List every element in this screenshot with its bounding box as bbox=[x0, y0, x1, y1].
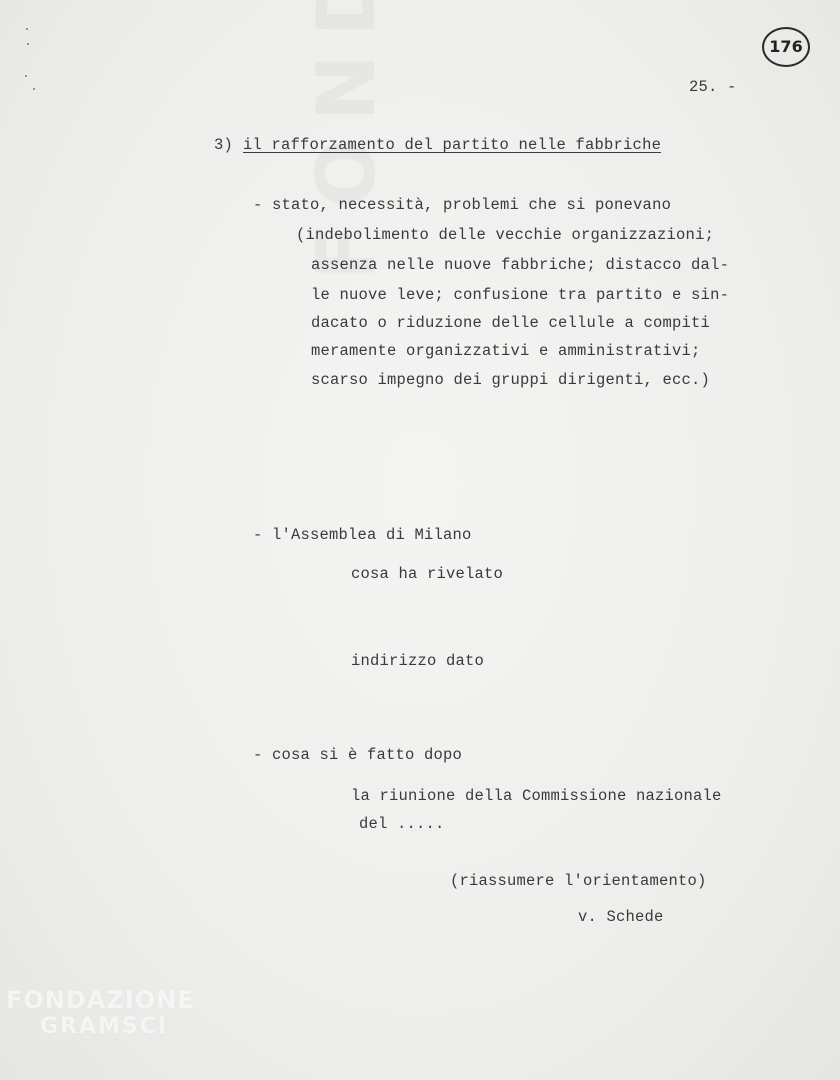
margin-mark bbox=[33, 88, 35, 90]
section3-ref: v. Schede bbox=[578, 908, 664, 926]
page-number: 25. - bbox=[689, 78, 737, 96]
section1-lead: - stato, necessità, problemi che si ponevano bbox=[253, 196, 672, 214]
archive-stamp: 176 bbox=[762, 27, 810, 67]
section3-note: (riassumere l'orientamento) bbox=[450, 872, 707, 890]
section3-line: la riunione della Commissione nazionale bbox=[351, 787, 722, 805]
logo-line2: GRAMSCI bbox=[40, 1014, 169, 1039]
section2-lead: - l'Assemblea di Milano bbox=[253, 526, 472, 544]
section2-item: indirizzo dato bbox=[351, 652, 485, 670]
section2-item: cosa ha rivelato bbox=[351, 565, 504, 583]
section1-line: meramente organizzativi e amministrativi; bbox=[311, 342, 701, 360]
margin-mark bbox=[25, 75, 27, 77]
section1-line: dacato o riduzione delle cellule a compiti bbox=[311, 314, 711, 332]
heading-number: 3) bbox=[214, 136, 234, 154]
logo-line1: FONDAZIONE bbox=[6, 986, 195, 1014]
section1-line: assenza nelle nuove fabbriche; distacco dal- bbox=[311, 256, 730, 274]
section-heading: il rafforzamento del partito nelle fabbriche bbox=[243, 136, 662, 154]
section3-line: del ..... bbox=[359, 815, 445, 833]
section3-lead: - cosa si è fatto dopo bbox=[253, 746, 463, 764]
section1-line: (indebolimento delle vecchie organizzazioni; bbox=[296, 226, 715, 244]
fondazione-logo bbox=[6, 988, 195, 1038]
margin-mark bbox=[26, 28, 28, 30]
section1-line: scarso impegno dei gruppi dirigenti, ecc.) bbox=[311, 371, 711, 389]
section1-line: le nuove leve; confusione tra partito e sin- bbox=[311, 286, 730, 304]
margin-mark bbox=[27, 43, 29, 45]
